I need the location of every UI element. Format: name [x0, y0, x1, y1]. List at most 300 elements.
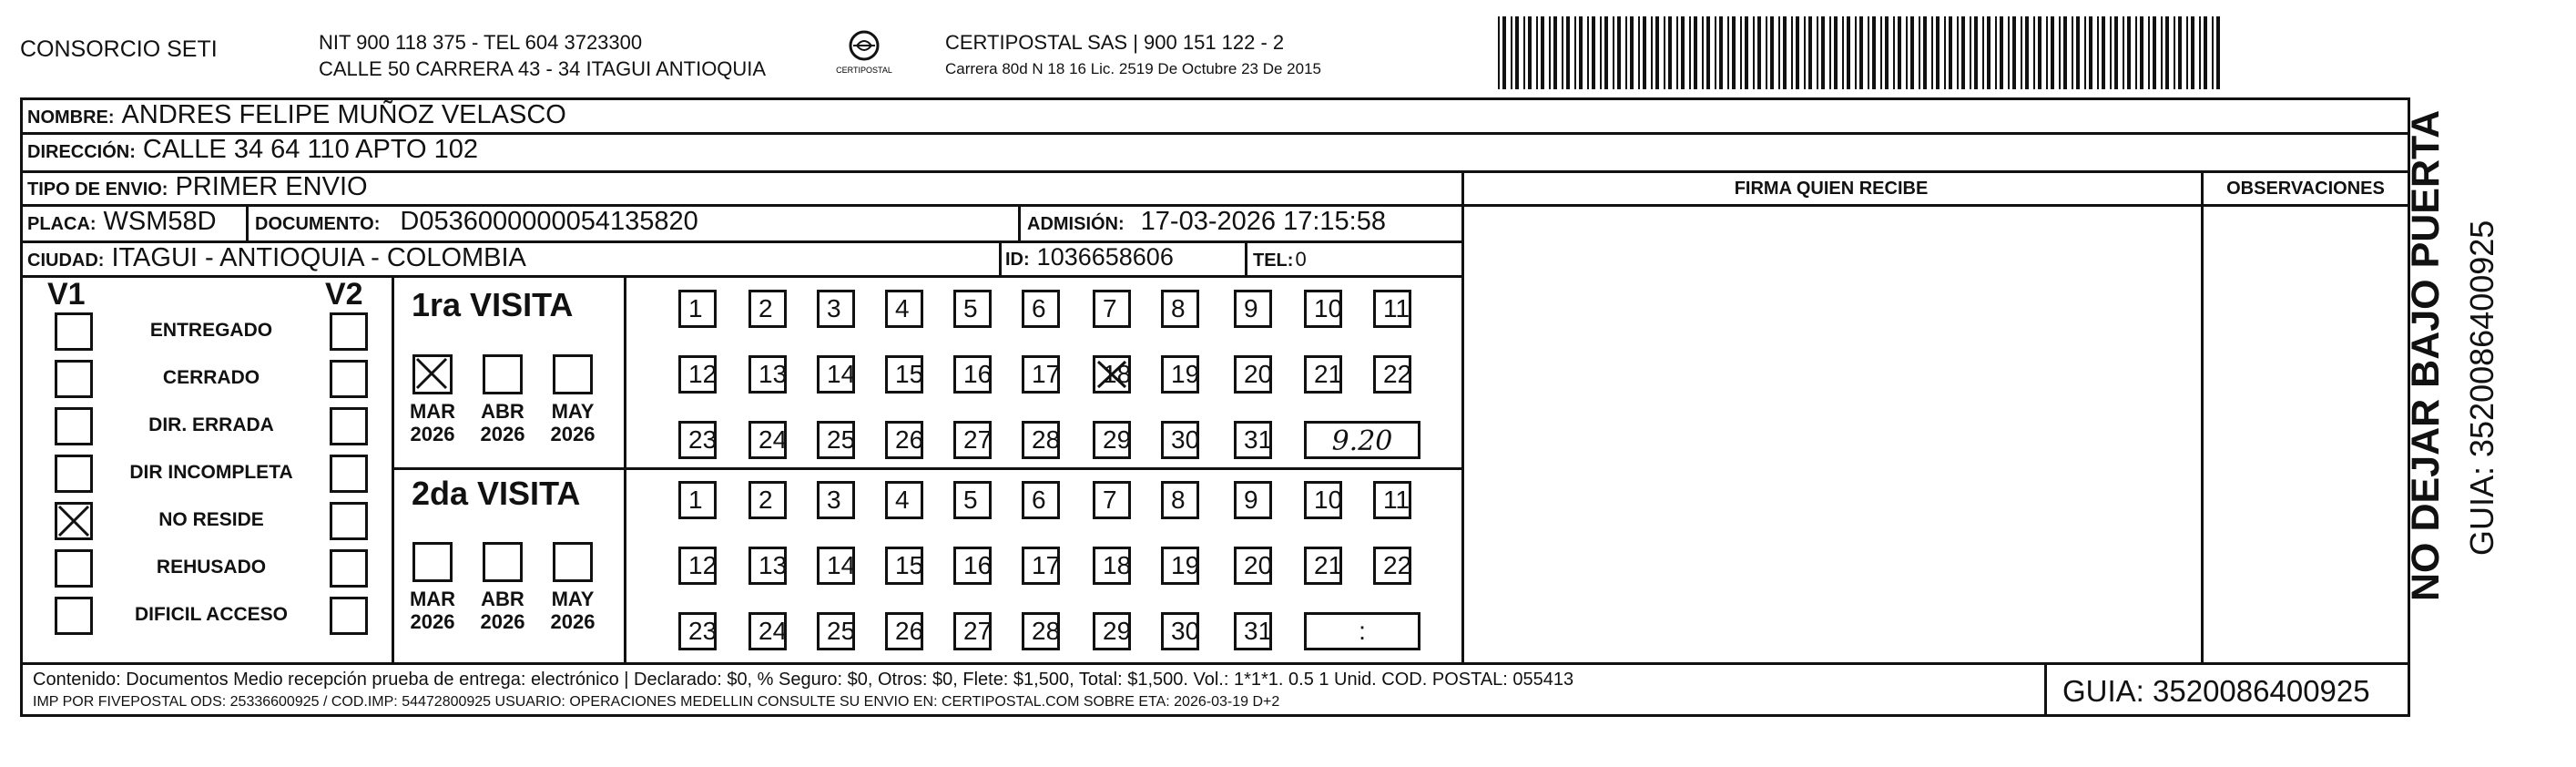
- day-number: 19: [1171, 551, 1200, 579]
- barcode-bar: [1630, 16, 1634, 89]
- document-label: DOCUMENTO:: [255, 214, 381, 234]
- plate-field: [27, 207, 217, 237]
- day-box[interactable]: [748, 481, 787, 519]
- month-label: [471, 588, 535, 633]
- day-number: 10: [1314, 294, 1343, 322]
- day-box[interactable]: [1161, 612, 1199, 650]
- barcode-bar: [1872, 16, 1876, 89]
- barcode-bar: [1859, 16, 1863, 89]
- barcode-bar: [2008, 16, 2010, 89]
- day-number: 16: [963, 360, 993, 388]
- barcode-bar: [1719, 16, 1723, 89]
- footer-content-line: Contenido: Documentos Medio recepción prueba de entrega: electrónico | Declarado: $0, % Seguro: $0, Otros: $0, Flete: $1,500, Total: $1,500. Vol.: 1*1*1. 0.5 1 Unid. COD. POSTAL: 055413: [33, 670, 1574, 690]
- barcode-bar: [2114, 16, 2118, 89]
- barcode-bar: [2063, 16, 2067, 89]
- day-box[interactable]: [1022, 547, 1060, 585]
- barcode-bar: [1706, 16, 1710, 89]
- barcode-bar: [1668, 16, 1672, 89]
- day-box[interactable]: [1093, 481, 1131, 519]
- status-label: REHUSADO: [156, 557, 267, 578]
- day-number: 7: [1103, 294, 1117, 322]
- day-number: 24: [759, 425, 788, 454]
- shipment-type-label: TIPO DE ENVIO:: [27, 179, 168, 199]
- day-number: 24: [759, 617, 788, 645]
- time-box[interactable]: [1304, 421, 1420, 459]
- barcode-bar: [1919, 16, 1920, 89]
- month-name: ABR: [481, 588, 524, 610]
- day-box[interactable]: [748, 547, 787, 585]
- day-number: 1: [688, 294, 703, 322]
- barcode-bar: [1702, 16, 1704, 89]
- status-label: ENTREGADO: [149, 320, 273, 341]
- day-box[interactable]: [1022, 355, 1060, 394]
- day-number: 14: [827, 360, 856, 388]
- sender-info: [319, 29, 766, 82]
- day-number: 13: [759, 551, 788, 579]
- day-box[interactable]: [817, 612, 855, 650]
- divider: [1245, 240, 1247, 275]
- barcode-bar: [1931, 16, 1933, 89]
- barcode-bar: [2174, 16, 2175, 89]
- day-number: 28: [1032, 617, 1061, 645]
- v2-checkbox[interactable]: [330, 549, 368, 588]
- status-label: DIFICIL ACCESO: [134, 604, 288, 625]
- day-number: 11: [1383, 486, 1410, 514]
- day-box[interactable]: [1022, 612, 1060, 650]
- plate-label: PLACA:: [27, 214, 97, 234]
- barcode-bar: [1638, 16, 1640, 89]
- barcode-bar: [1778, 16, 1780, 89]
- day-box[interactable]: [1161, 355, 1199, 394]
- side-guide-number: GUIA: 3520086400925: [2463, 220, 2500, 556]
- barcode-bar: [2110, 16, 2112, 89]
- id-field: [1005, 243, 1174, 271]
- id-label: ID:: [1005, 250, 1030, 270]
- day-box[interactable]: [748, 612, 787, 650]
- barcode-bar: [1655, 16, 1659, 89]
- barcode-bar: [2178, 16, 2182, 89]
- day-box[interactable]: [748, 355, 787, 394]
- day-box[interactable]: [953, 355, 992, 394]
- barcode-bar: [1987, 16, 1991, 89]
- month-checkbox[interactable]: [483, 542, 523, 582]
- barcode-bar: [1995, 16, 1997, 89]
- barcode-bar: [1625, 16, 1627, 89]
- month-year: 2026: [550, 423, 596, 445]
- day-box[interactable]: [678, 612, 717, 650]
- day-number: 3: [827, 486, 841, 514]
- day-box[interactable]: [1161, 547, 1199, 585]
- day-box[interactable]: [817, 547, 855, 585]
- barcode-bar: [2127, 16, 2131, 89]
- day-number: 22: [1383, 360, 1412, 388]
- month-year: 2026: [480, 423, 525, 445]
- v2-checkbox[interactable]: [330, 312, 368, 351]
- signature-header: FIRMA QUIEN RECIBE: [1734, 179, 1929, 199]
- day-box[interactable]: [748, 421, 787, 459]
- carrier-info: [945, 29, 1321, 82]
- barcode-bar: [1676, 16, 1678, 89]
- month-checkbox[interactable]: [412, 354, 453, 394]
- v1-checkbox[interactable]: [55, 502, 93, 540]
- day-box[interactable]: [1373, 290, 1411, 328]
- barcode-bar: [2191, 16, 2194, 89]
- barcode-bar: [1961, 16, 1965, 89]
- day-box[interactable]: [1304, 481, 1342, 519]
- barcode-bar: [1783, 16, 1787, 89]
- day-number: 19: [1171, 360, 1200, 388]
- day-box[interactable]: [748, 290, 787, 328]
- status-label: DIR. ERRADA: [148, 414, 274, 435]
- divider: [1461, 204, 2410, 207]
- barcode-bar: [1549, 16, 1551, 89]
- day-box[interactable]: [1304, 547, 1342, 585]
- barcode-bar: [2021, 16, 2022, 89]
- barcode-bar: [1868, 16, 1869, 89]
- barcode-bar: [1528, 16, 1532, 89]
- sender-address-line: CALLE 50 CARRERA 43 - 34 ITAGUI ANTIOQUIA: [319, 57, 767, 80]
- divider: [246, 204, 249, 240]
- day-box[interactable]: [1234, 421, 1272, 459]
- day-number: 17: [1032, 551, 1061, 579]
- v1-checkbox[interactable]: [55, 312, 93, 351]
- day-number: 25: [827, 617, 856, 645]
- barcode-bar: [1885, 16, 1889, 89]
- barcode-bar: [2089, 16, 2092, 89]
- month-year: 2026: [410, 610, 455, 633]
- day-box[interactable]: [885, 290, 923, 328]
- admission-label: ADMISIÓN:: [1027, 214, 1125, 234]
- day-box[interactable]: [817, 290, 855, 328]
- barcode-bar: [2199, 16, 2201, 89]
- time-box[interactable]: [1304, 612, 1420, 650]
- day-number: 8: [1171, 486, 1186, 514]
- first-visit-title: 1ra VISITA: [412, 286, 574, 323]
- month-label: [541, 588, 605, 633]
- day-box[interactable]: [953, 547, 992, 585]
- day-number: 21: [1314, 551, 1343, 579]
- month-checkbox[interactable]: [483, 354, 523, 394]
- barcode-bar: [1562, 16, 1563, 89]
- name-value: ANDRES FELIPE MUÑOZ VELASCO: [121, 100, 566, 129]
- day-box[interactable]: [1161, 481, 1199, 519]
- barcode-bar: [2046, 16, 2048, 89]
- divider: [20, 275, 1463, 278]
- barcode-bar: [1592, 16, 1595, 89]
- barcode-bar: [1574, 16, 1576, 89]
- v2-checkbox[interactable]: [330, 455, 368, 493]
- day-box[interactable]: [885, 612, 923, 650]
- day-number: 27: [963, 617, 993, 645]
- barcode-bar: [1740, 16, 1742, 89]
- month-checkbox[interactable]: [553, 354, 593, 394]
- barcode-bar: [1880, 16, 1882, 89]
- month-year: 2026: [410, 423, 455, 445]
- barcode-bar: [1898, 16, 1901, 89]
- v1-header: V1: [47, 277, 86, 312]
- day-number: 15: [895, 360, 924, 388]
- city-field: [27, 243, 526, 273]
- month-name: ABR: [481, 400, 524, 423]
- day-box[interactable]: [885, 547, 923, 585]
- day-box[interactable]: [1161, 421, 1199, 459]
- barcode-bar: [1694, 16, 1697, 89]
- barcode-bar: [1982, 16, 1984, 89]
- id-value: 1036658606: [1036, 243, 1174, 271]
- barcode-bar: [1587, 16, 1589, 89]
- day-number: 14: [827, 551, 856, 579]
- day-number: 21: [1314, 360, 1343, 388]
- barcode-bar: [2186, 16, 2188, 89]
- v2-checkbox[interactable]: [330, 407, 368, 445]
- sender-name: CONSORCIO SETI: [20, 36, 218, 62]
- day-number: 18: [1103, 551, 1132, 579]
- day-number: 23: [688, 617, 718, 645]
- admission-field: [1027, 207, 1386, 237]
- day-box[interactable]: [1093, 612, 1131, 650]
- barcode-bar: [1910, 16, 1914, 89]
- barcode-bar: [1842, 16, 1844, 89]
- v2-header: V2: [325, 277, 363, 312]
- month-label: [471, 400, 535, 445]
- barcode-bar: [2216, 16, 2220, 89]
- barcode-bar: [2123, 16, 2124, 89]
- divider: [20, 170, 2410, 173]
- time-value: 9.20: [1331, 425, 1393, 457]
- day-number: 16: [963, 551, 993, 579]
- divider: [20, 662, 2410, 665]
- day-box[interactable]: [1373, 547, 1411, 585]
- barcode-bar: [1847, 16, 1850, 89]
- day-box[interactable]: [885, 355, 923, 394]
- day-box[interactable]: [1093, 421, 1131, 459]
- day-number: 29: [1103, 425, 1132, 454]
- day-number: 20: [1244, 360, 1273, 388]
- month-name: MAR: [409, 588, 456, 610]
- day-box[interactable]: [1234, 290, 1272, 328]
- day-box[interactable]: [817, 355, 855, 394]
- barcode-bar: [1745, 16, 1748, 89]
- day-box[interactable]: [1093, 547, 1131, 585]
- day-box[interactable]: [1093, 355, 1131, 394]
- status-label: CERRADO: [162, 367, 260, 388]
- barcode-bar: [1515, 16, 1519, 89]
- barcode-bar: [2000, 16, 2003, 89]
- day-number: 13: [759, 360, 788, 388]
- v2-checkbox[interactable]: [330, 360, 368, 398]
- barcode-bar: [1727, 16, 1729, 89]
- barcode-bar: [1906, 16, 1908, 89]
- day-box[interactable]: [953, 481, 992, 519]
- v1-checkbox[interactable]: [55, 360, 93, 398]
- barcode-bar: [1613, 16, 1614, 89]
- day-box[interactable]: [678, 547, 717, 585]
- barcode-bar: [1651, 16, 1653, 89]
- barcode-bar: [1893, 16, 1895, 89]
- barcode-bar: [2059, 16, 2061, 89]
- day-box[interactable]: [817, 421, 855, 459]
- day-number: 23: [688, 425, 718, 454]
- barcode-bar: [1600, 16, 1602, 89]
- day-box[interactable]: [1234, 481, 1272, 519]
- barcode-bar: [1664, 16, 1665, 89]
- day-box[interactable]: [1093, 290, 1131, 328]
- v2-checkbox[interactable]: [330, 502, 368, 540]
- day-box[interactable]: [678, 355, 717, 394]
- barcode-bar: [2012, 16, 2016, 89]
- barcode-bar: [1753, 16, 1755, 89]
- barcode-bar: [1757, 16, 1761, 89]
- month-name: MAY: [551, 588, 595, 610]
- barcode-bar: [1579, 16, 1583, 89]
- day-number: 6: [1032, 486, 1046, 514]
- barcode-bar: [1957, 16, 1959, 89]
- month-year: 2026: [480, 610, 525, 633]
- barcode-bar: [2051, 16, 2054, 89]
- day-box[interactable]: [678, 290, 717, 328]
- day-box[interactable]: [1234, 355, 1272, 394]
- day-box[interactable]: [953, 612, 992, 650]
- day-box[interactable]: [953, 421, 992, 459]
- license-line: Carrera 80d N 18 16 Lic. 2519 De Octubre 23 De 2015: [945, 60, 1321, 77]
- day-box[interactable]: [678, 421, 717, 459]
- certipostal-logo: [829, 27, 900, 77]
- barcode-bar: [1834, 16, 1838, 89]
- city-value: ITAGUI - ANTIOQUIA - COLOMBIA: [111, 243, 526, 272]
- v1-checkbox[interactable]: [55, 455, 93, 493]
- barcode-bar: [2097, 16, 2099, 89]
- day-number: 25: [827, 425, 856, 454]
- document-field: [255, 207, 698, 237]
- day-number: 5: [963, 486, 978, 514]
- day-box[interactable]: [817, 481, 855, 519]
- day-number: 12: [688, 360, 718, 388]
- month-name: MAY: [551, 400, 595, 423]
- day-number: 15: [895, 551, 924, 579]
- day-number: 6: [1032, 294, 1046, 322]
- day-number: 22: [1383, 551, 1412, 579]
- barcode-bar: [1944, 16, 1946, 89]
- day-number: 12: [688, 551, 718, 579]
- barcode-bar: [1949, 16, 1952, 89]
- shipment-type-value: PRIMER ENVIO: [175, 172, 368, 201]
- barcode-bar: [1553, 16, 1557, 89]
- day-box[interactable]: [1234, 612, 1272, 650]
- barcode-bar: [1502, 16, 1506, 89]
- barcode-bar: [2084, 16, 2086, 89]
- barcode-bar: [1936, 16, 1940, 89]
- barcode-bar: [1536, 16, 1538, 89]
- day-number: 1: [688, 486, 703, 514]
- month-label: [541, 400, 605, 445]
- v2-checkbox[interactable]: [330, 597, 368, 635]
- name-field: [27, 100, 566, 130]
- city-label: CIUDAD:: [27, 251, 105, 271]
- v1-checkbox[interactable]: [55, 549, 93, 588]
- day-number: 2: [759, 486, 773, 514]
- barcode-bar: [1817, 16, 1818, 89]
- day-number: 20: [1244, 551, 1273, 579]
- day-number: 17: [1032, 360, 1061, 388]
- divider: [1461, 170, 1464, 662]
- v1-checkbox[interactable]: [55, 597, 93, 635]
- barcode-bar: [1498, 16, 1500, 89]
- document-value: D0536000000054135820: [400, 207, 698, 236]
- day-box[interactable]: [1373, 481, 1411, 519]
- barcode-bar: [1766, 16, 1767, 89]
- barcode-bar: [1715, 16, 1716, 89]
- plate-value: WSM58D: [103, 207, 217, 236]
- divider: [999, 240, 1002, 275]
- barcode-bar: [2148, 16, 2150, 89]
- day-number: 4: [895, 294, 910, 322]
- day-box[interactable]: [1161, 290, 1199, 328]
- barcode-bar: [1974, 16, 1978, 89]
- barcode-bar: [1681, 16, 1685, 89]
- day-box[interactable]: [1022, 421, 1060, 459]
- day-number: 9: [1244, 486, 1258, 514]
- barcode-bar: [2076, 16, 2080, 89]
- barcode-bar: [2072, 16, 2073, 89]
- barcode-bar: [1604, 16, 1608, 89]
- divider: [2044, 662, 2047, 717]
- side-instruction: NO DEJAR BAJO PUERTA: [2404, 109, 2448, 601]
- day-number: 7: [1103, 486, 1117, 514]
- day-number: 5: [963, 294, 978, 322]
- barcode-bar: [2140, 16, 2143, 89]
- day-box[interactable]: [1234, 547, 1272, 585]
- day-number: 30: [1171, 425, 1200, 454]
- barcode-bar: [1791, 16, 1793, 89]
- day-box[interactable]: [953, 290, 992, 328]
- barcode-bar: [2165, 16, 2169, 89]
- barcode-bar: [1855, 16, 1857, 89]
- barcode-bar: [2102, 16, 2105, 89]
- day-box[interactable]: [1022, 481, 1060, 519]
- v1-checkbox[interactable]: [55, 407, 93, 445]
- day-box[interactable]: [1304, 290, 1342, 328]
- day-number: 31: [1244, 617, 1273, 645]
- barcode-bar: [1566, 16, 1570, 89]
- day-box[interactable]: [1022, 290, 1060, 328]
- barcode-bar: [2135, 16, 2137, 89]
- tel-field: [1253, 248, 1307, 271]
- barcode-bar: [1643, 16, 1646, 89]
- barcode-bar: [1617, 16, 1621, 89]
- day-box[interactable]: [885, 421, 923, 459]
- barcode-bar: [1804, 16, 1806, 89]
- barcode-bar: [1970, 16, 1971, 89]
- month-checkbox[interactable]: [412, 542, 453, 582]
- day-box[interactable]: [678, 481, 717, 519]
- footer-print-line: IMP POR FIVEPOSTAL ODS: 25336600925 / COD.IMP: 54472800925 USUARIO: OPERACIONES MEDELLIN CONSULTE SU ENVIO EN: CERTIPOSTAL.COM SOBRE ETA: 2026-03-19 D+2: [33, 694, 1280, 710]
- day-number: 4: [895, 486, 910, 514]
- day-number: 26: [895, 425, 924, 454]
- barcode-bar: [1923, 16, 1927, 89]
- month-checkbox[interactable]: [553, 542, 593, 582]
- day-box[interactable]: [885, 481, 923, 519]
- divider: [1018, 204, 1021, 240]
- barcode-bar: [2153, 16, 2156, 89]
- barcode-bar: [1523, 16, 1525, 89]
- divider: [2201, 170, 2204, 662]
- barcode-bar: [1732, 16, 1736, 89]
- observations-header: OBSERVACIONES: [2226, 179, 2385, 199]
- day-box[interactable]: [1373, 355, 1411, 394]
- day-box[interactable]: [1304, 355, 1342, 394]
- shipment-type-field: [27, 172, 368, 202]
- footer-guide-number: GUIA: 3520086400925: [2062, 674, 2370, 708]
